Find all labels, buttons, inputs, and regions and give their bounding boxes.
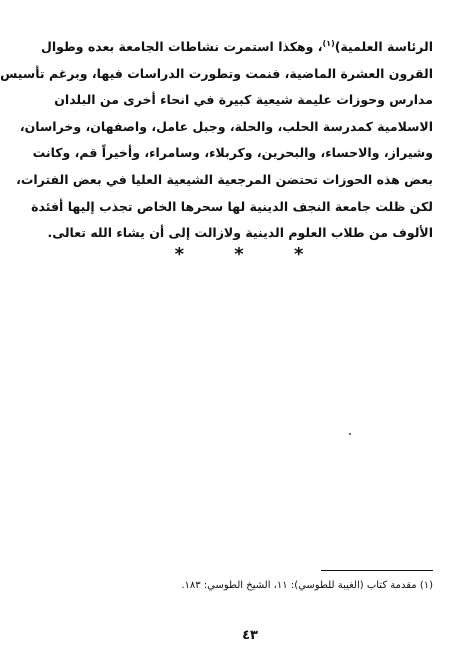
text-line-1-end: ، وهكذا استمرت نشاطات الجامعة بعده وطوال [40, 39, 323, 54]
text-line-4: الاسلامية كمدرسة الحلب، والحلة، وجبل عامل، واصفهان، وخراسان، [19, 118, 433, 134]
footnote-divider [321, 570, 433, 571]
text-line-5: وشيراز، والاحساء، والبحرين، وكربلاء، وسامراء، وأخيراً قم، وكانت [32, 145, 433, 161]
footnote-text: (١) مقدمة كتاب (الغيبة للطوسي): ١١، الشيخ الطوسي: ١٨٣. [181, 580, 433, 591]
text-line-6: بعض هذه الحوزات تحتضن المرجعية الشيعية العليا في بعض الفترات، [16, 171, 433, 187]
text-line-7: لكن ظلت جامعة النجف الدينية لها سحرها الخاص تجذب إليها أفئدة [31, 198, 433, 214]
footnote-reference: (١) [322, 38, 335, 48]
text-line-2: القرون العشرة الماضية، فنمت وتطورت الدراسات فيها، وبرغم تأسيس [0, 65, 433, 81]
section-separator: * * * [174, 244, 326, 265]
body-paragraph [0, 34, 433, 247]
stray-dot-mark [349, 433, 351, 435]
text-line-1-start: الرئاسة العلمية) [334, 39, 433, 54]
text-line-1 [40, 34, 433, 61]
text-line-3: مدارس وحوزات عليمة شيعية كبيرة في انحاء أخرى من البلدان [54, 92, 433, 108]
page-number: ٤٣ [242, 628, 258, 643]
text-line-8: الألوف من طلاب العلوم الدينية ولازالت إلى أن يشاء الله تعالى. [47, 225, 433, 241]
